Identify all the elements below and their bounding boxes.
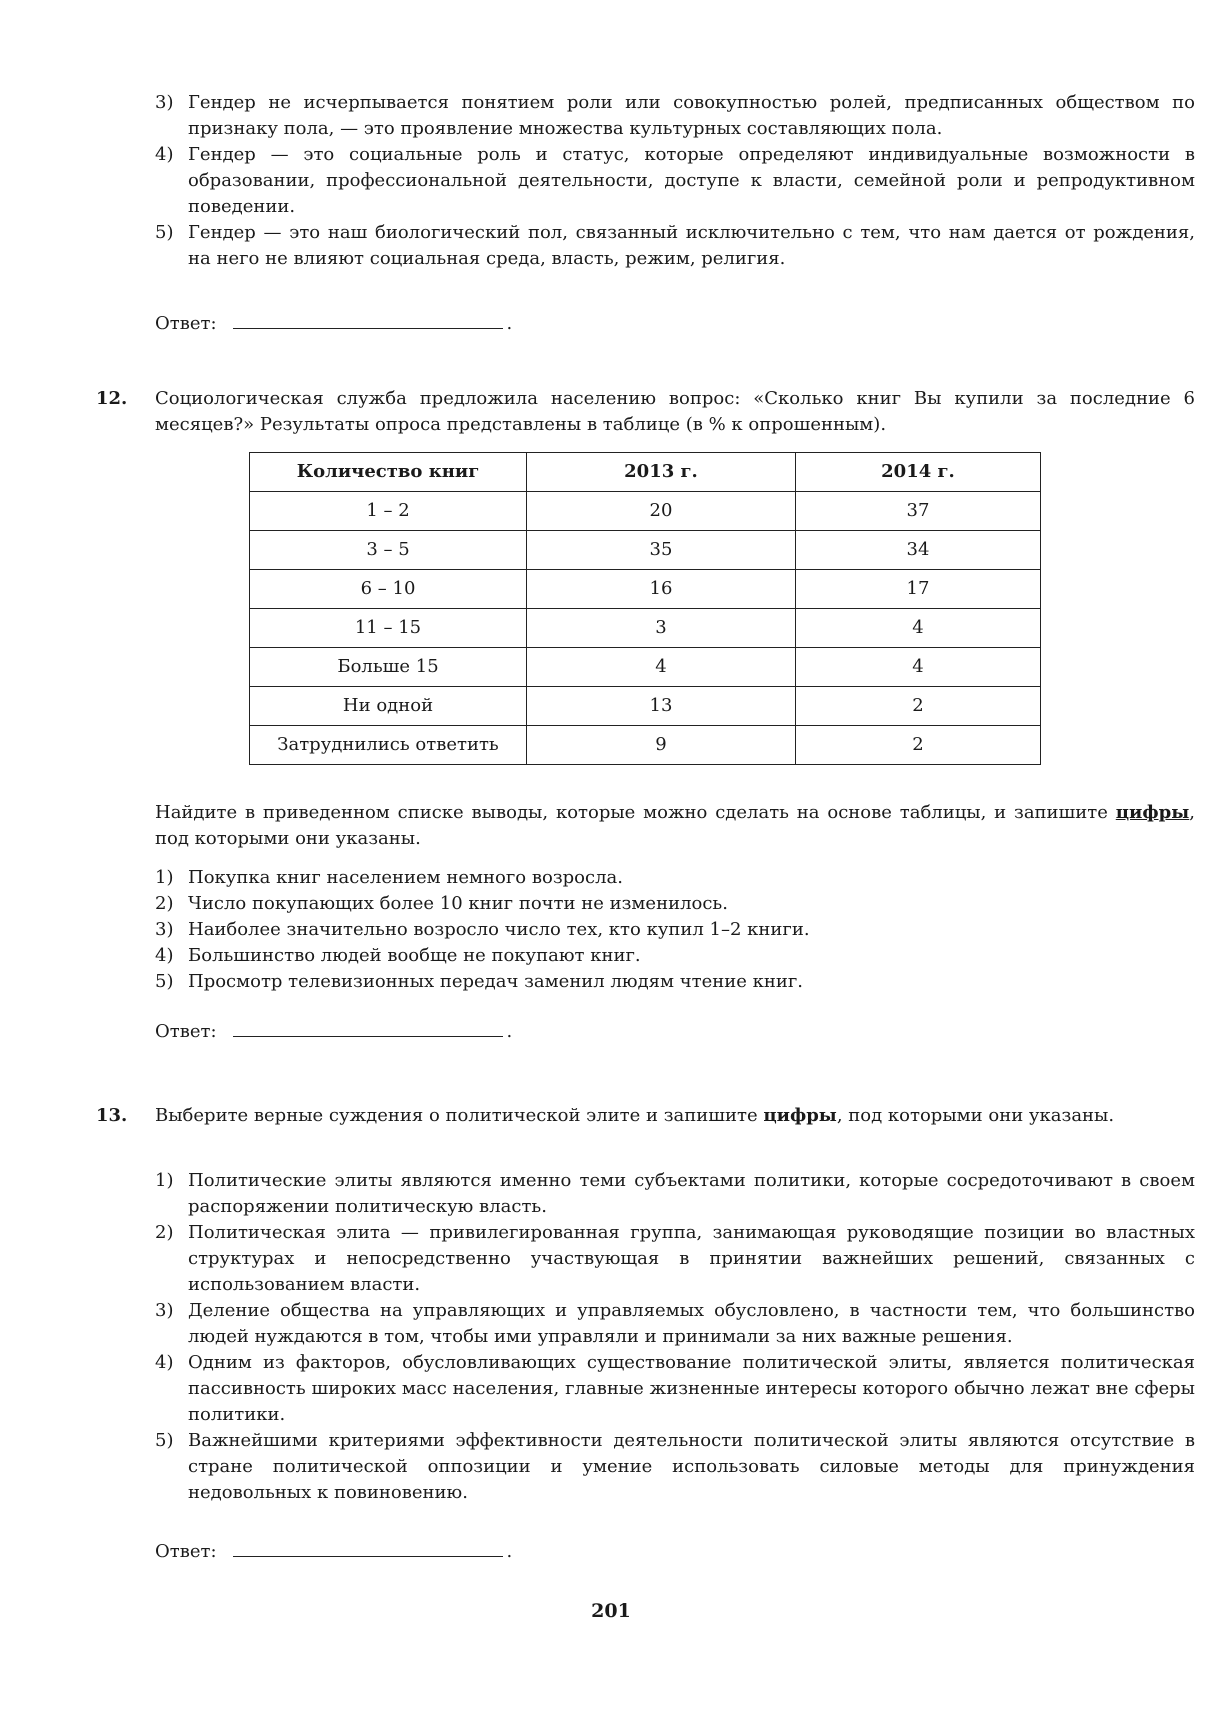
table-cell: 4 [527,648,796,687]
column-header: Количество книг [250,453,527,492]
table-cell: 13 [527,687,796,726]
list-item [155,220,1195,272]
table-row [250,570,1041,609]
answer-field[interactable] [233,310,503,329]
answer-label: Ответ: [155,313,217,334]
table-cell: 6 – 10 [250,570,527,609]
answer-line-q11 [155,310,512,337]
question-emphasis: цифры [763,1105,837,1126]
table-row [250,687,1041,726]
table-row [250,492,1041,531]
table-cell: 35 [527,531,796,570]
answer-label: Ответ: [155,1541,217,1562]
survey-table [249,452,1041,765]
table-row [250,531,1041,570]
answer-field[interactable] [233,1018,503,1037]
item-text: Гендер — это наш биологический пол, связанный исключительно с тем, что нам дается от рождения, на него не влияют социальная среда, власть, режим, религия. [188,222,1195,269]
table-cell: 3 – 5 [250,531,527,570]
question-text-part: Выберите верные суждения о политической элите и запишите [155,1105,764,1126]
list-item [155,142,1195,220]
table-cell: 2 [796,687,1041,726]
table-cell: 9 [527,726,796,765]
list-item [155,891,1195,917]
item-number: 2) [155,1222,174,1243]
table-row [250,726,1041,765]
answer-dot: . [506,313,513,334]
table-cell: 34 [796,531,1041,570]
item-number: 3) [155,92,174,113]
answer-dot: . [506,1021,513,1042]
list-item [155,1350,1195,1428]
item-text: Покупка книг населением немного возросла. [188,867,623,888]
table-cell: 2 [796,726,1041,765]
question-text-part: , под которыми они указаны. [836,1105,1115,1126]
table-cell: 16 [527,570,796,609]
table-cell: Ни одной [250,687,527,726]
page-number: 201 [591,1600,631,1622]
list-item [155,1168,1195,1220]
table-cell: 17 [796,570,1041,609]
item-text: Политическая элита — привилегированная группа, занимающая руководящие позиции во властных структурах и непосредственно участвующая в принятии важнейших решений, связанных с использованием власти. [188,1222,1195,1295]
item-text: Гендер не исчерпывается понятием роли или совокупностью ролей, предписанных обществом по признаку пола, — это проявление множества культурных составляющих пола. [188,92,1195,139]
item-text: Наиболее значительно возросло число тех, кто купил 1–2 книги. [188,919,810,940]
list-item [155,90,1195,142]
list-item [155,865,1195,891]
table-cell: 20 [527,492,796,531]
list-item [155,1298,1195,1350]
question-number: 13. [96,1105,128,1126]
question-text [155,1103,1195,1129]
table-cell: 11 – 15 [250,609,527,648]
table-cell: 37 [796,492,1041,531]
answer-label: Ответ: [155,1021,217,1042]
q11-options [155,90,1195,272]
table-cell: 1 – 2 [250,492,527,531]
item-number: 5) [155,1430,174,1451]
item-number: 5) [155,222,174,243]
item-number: 3) [155,1300,174,1321]
q12-options [155,865,1195,995]
column-header: 2014 г. [796,453,1041,492]
item-text: Число покупающих более 10 книг почти не изменилось. [188,893,728,914]
item-number: 2) [155,893,174,914]
item-text: Деление общества на управляющих и управляемых обусловлено, в частности тем, что большинство людей нуждаются в том, чтобы ими управляли и принимали за них важные решения. [188,1300,1195,1347]
list-item [155,917,1195,943]
table-cell: 4 [796,609,1041,648]
table-header-row [250,453,1041,492]
list-item [155,1428,1195,1506]
column-header: 2013 г. [527,453,796,492]
table-cell: 3 [527,609,796,648]
instruction-part: Найдите в приведенном списке выводы, которые можно сделать на основе таблицы, и запишите [155,802,1116,823]
instruction-text [155,800,1195,852]
item-text: Гендер — это социальные роль и статус, которые определяют индивидуальные возможности в образовании, профессиональной деятельности, доступе к власти, семейной роли и репродуктивном поведении. [188,144,1195,217]
table-row [250,648,1041,687]
q13-options [155,1168,1195,1506]
question-number: 12. [96,388,128,409]
item-number: 4) [155,945,174,966]
list-item [155,1220,1195,1298]
answer-line-q13 [155,1538,512,1565]
item-text: Большинство людей вообще не покупают книг. [188,945,641,966]
table-row [250,609,1041,648]
list-item [155,943,1195,969]
list-item [155,969,1195,995]
answer-field[interactable] [233,1538,503,1557]
item-text: Просмотр телевизионных передач заменил людям чтение книг. [188,971,804,992]
item-number: 1) [155,1170,174,1191]
question-text: Социологическая служба предложила населению вопрос: «Сколько книг Вы купили за последние 6 месяцев?» Результаты опроса представлены в таблице (в % к опрошенным). [155,388,1195,435]
item-number: 1) [155,867,174,888]
table-cell: Больше 15 [250,648,527,687]
item-text: Важнейшими критериями эффективности деятельности политической элиты являются отсутствие в стране политической оппозиции и умение использовать силовые методы для принуждения недовольных к повиновению. [188,1430,1195,1503]
table-cell: 4 [796,648,1041,687]
q12-instruction [155,800,1195,852]
instruction-part: , под которыми они указаны. [155,802,1195,849]
item-number: 3) [155,919,174,940]
table-cell: Затруднились ответить [250,726,527,765]
item-number: 4) [155,1352,174,1373]
item-text: Политические элиты являются именно теми субъектами политики, которые сосредоточивают в своем распоряжении политическую власть. [188,1170,1195,1217]
answer-dot: . [506,1541,513,1562]
item-text: Одним из факторов, обусловливающих существование политической элиты, является политическая пассивность широких масс населения, главные жизненные интересы которого обычно лежат вне сферы политики. [188,1352,1195,1425]
instruction-emphasis: цифры [1115,802,1190,823]
answer-line-q12 [155,1018,512,1045]
item-number: 5) [155,971,174,992]
item-number: 4) [155,144,174,165]
